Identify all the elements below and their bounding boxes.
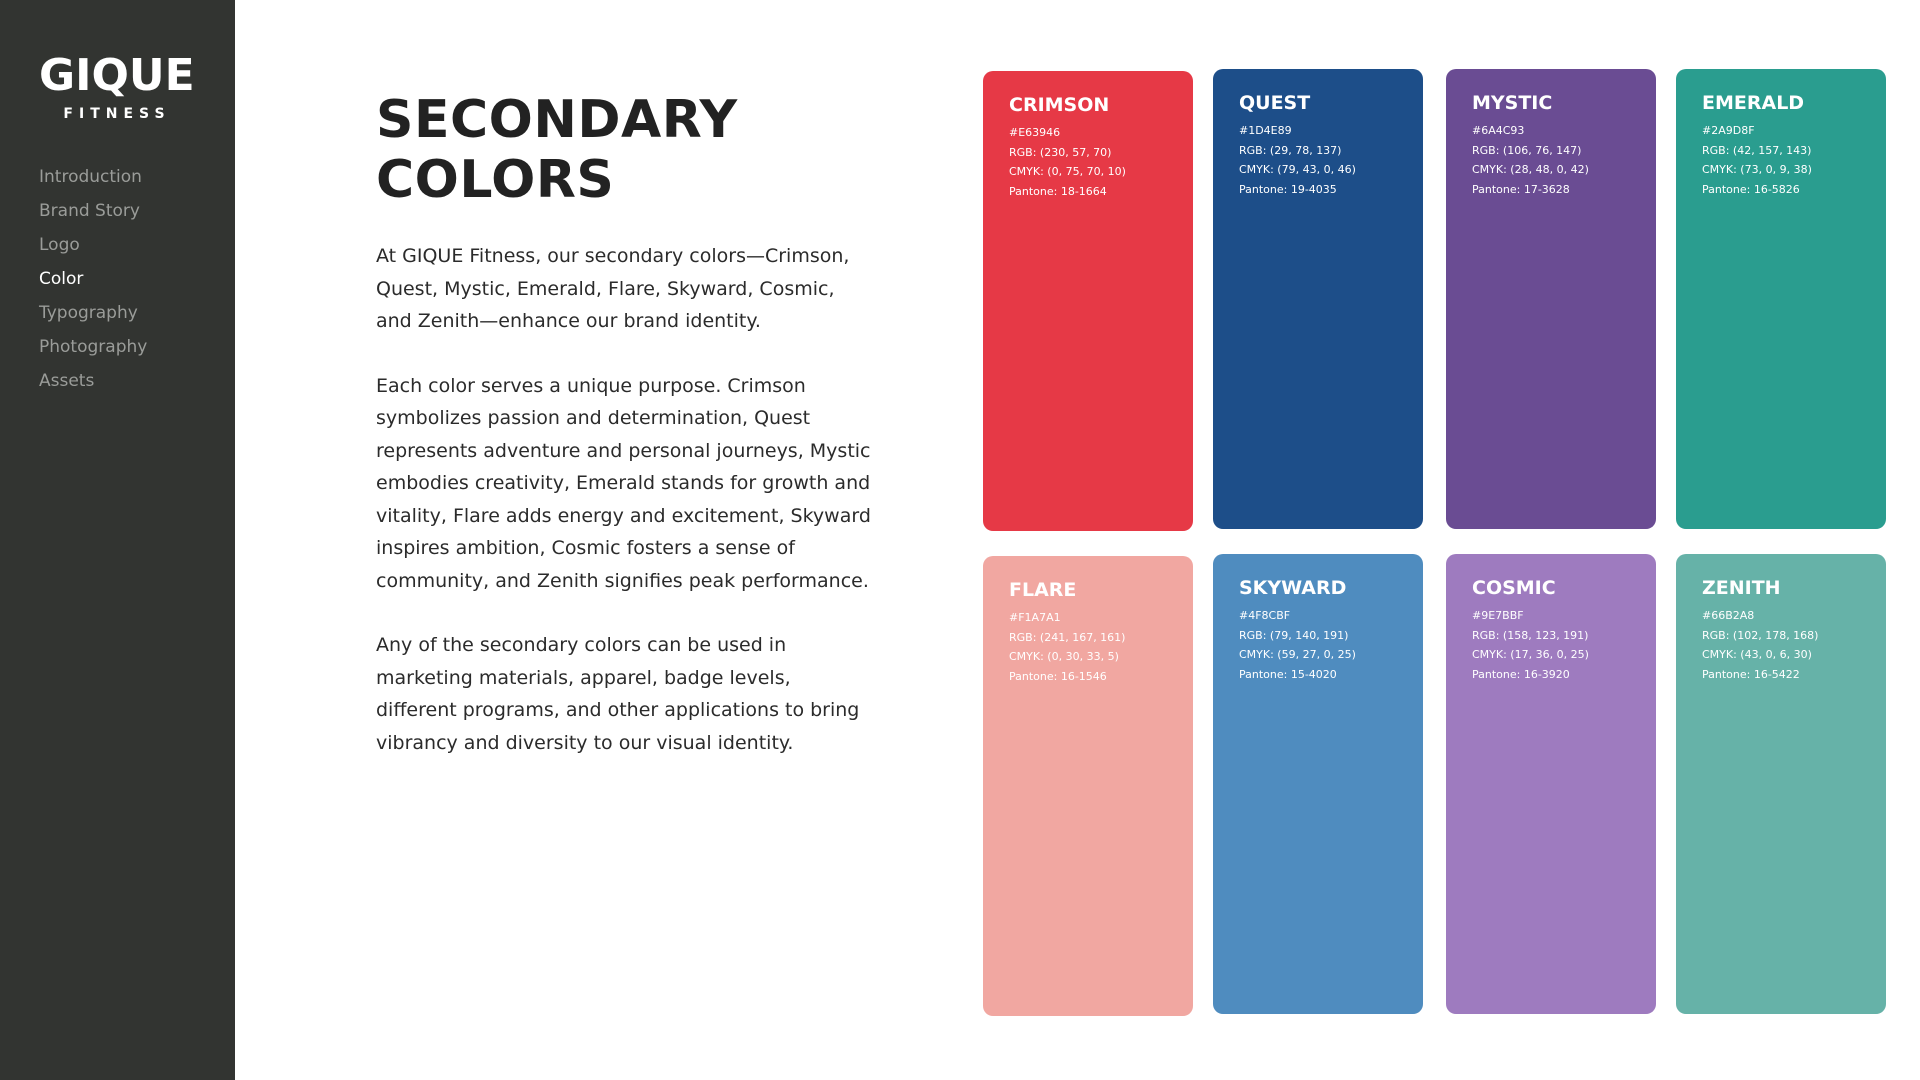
swatch-mystic: [1446, 69, 1656, 529]
nav-item-assets[interactable]: Assets: [39, 371, 95, 391]
nav-item-introduction[interactable]: Introduction: [39, 167, 142, 187]
page-title-line1: SECONDARY: [376, 90, 738, 150]
swatch-hex: #2A9D8F: [1702, 124, 1755, 137]
swatch-hex: #66B2A8: [1702, 609, 1755, 622]
page-title: [376, 90, 738, 210]
nav-item-color[interactable]: Color: [39, 269, 84, 289]
nav-item-typography[interactable]: Typography: [39, 303, 138, 323]
swatch-name: ZENITH: [1702, 577, 1781, 599]
swatch-rgb: RGB: (29, 78, 137): [1239, 143, 1342, 157]
logo-tagline: FITNESS: [63, 106, 171, 122]
swatch-pantone: Pantone: 16-3920: [1472, 667, 1570, 681]
swatch-cmyk: CMYK: (73, 0, 9, 38): [1702, 163, 1812, 176]
sidebar-nav: [39, 163, 147, 401]
swatch-cmyk: CMYK: (17, 36, 0, 25): [1472, 648, 1589, 661]
swatch-cmyk: CMYK: (0, 30, 33, 5): [1009, 650, 1119, 663]
swatch-rgb: RGB: (230, 57, 70): [1009, 145, 1112, 159]
swatch-name: EMERALD: [1702, 92, 1805, 114]
swatch-rgb: RGB: (106, 76, 147): [1472, 143, 1582, 157]
swatch-hex: #1D4E89: [1239, 124, 1292, 137]
swatch-cmyk: CMYK: (43, 0, 6, 30): [1702, 648, 1812, 661]
swatch-pantone: Pantone: 19-4035: [1239, 182, 1337, 196]
swatch-crimson: [983, 71, 1193, 531]
swatch-cosmic: [1446, 554, 1656, 1014]
swatch-skyward: [1213, 554, 1423, 1014]
swatch-pantone: Pantone: 16-1546: [1009, 669, 1107, 683]
swatch-cmyk: CMYK: (0, 75, 70, 10): [1009, 165, 1126, 178]
swatch-rgb: RGB: (241, 167, 161): [1009, 630, 1126, 644]
swatch-emerald: [1676, 69, 1886, 529]
swatch-flare: [983, 556, 1193, 1016]
body-paragraph: At GIQUE Fitness, our secondary colors—Crimson, Quest, Mystic, Emerald, Flare, Skyward, Cosmic, and Zenith—enhance our brand identity.: [376, 245, 850, 332]
nav-item-logo[interactable]: Logo: [39, 235, 80, 255]
body-paragraph: Each color serves a unique purpose. Crimson symbolizes passion and determination, Quest represents adventure and personal journeys, Mystic embodies creativity, Emerald stands for growth and vitality, Flare adds energy and excitement, Skyward inspires ambition, Cosmic fosters a sense of community, and Zenith signifies peak performance.: [376, 374, 871, 592]
swatch-hex: #F1A7A1: [1009, 611, 1061, 624]
swatch-name: COSMIC: [1472, 577, 1556, 599]
swatch-name: FLARE: [1009, 579, 1077, 601]
sidebar: [0, 0, 235, 1080]
page-body: [376, 240, 876, 791]
swatch-pantone: Pantone: 18-1664: [1009, 184, 1107, 198]
swatch-cmyk: CMYK: (79, 43, 0, 46): [1239, 163, 1356, 176]
swatch-rgb: RGB: (102, 178, 168): [1702, 628, 1819, 642]
swatch-hex: #4F8CBF: [1239, 609, 1291, 622]
swatch-hex: #9E7BBF: [1472, 609, 1524, 622]
swatch-quest: [1213, 69, 1423, 529]
swatch-name: QUEST: [1239, 92, 1311, 114]
swatch-hex: #6A4C93: [1472, 124, 1525, 137]
swatch-rgb: RGB: (79, 140, 191): [1239, 628, 1349, 642]
swatch-cmyk: CMYK: (59, 27, 0, 25): [1239, 648, 1356, 661]
body-paragraph: Any of the secondary colors can be used in marketing materials, apparel, badge levels, different programs, and other applications to bring vibrancy and diversity to our visual identity.: [376, 634, 860, 754]
swatch-pantone: Pantone: 17-3628: [1472, 182, 1570, 196]
swatch-cmyk: CMYK: (28, 48, 0, 42): [1472, 163, 1589, 176]
swatch-name: SKYWARD: [1239, 577, 1347, 599]
logo-wordmark: GIQUE: [39, 50, 195, 101]
nav-item-brand-story[interactable]: Brand Story: [39, 201, 140, 221]
swatch-pantone: Pantone: 16-5422: [1702, 667, 1800, 681]
swatch-rgb: RGB: (158, 123, 191): [1472, 628, 1589, 642]
swatch-pantone: Pantone: 16-5826: [1702, 182, 1800, 196]
swatch-name: CRIMSON: [1009, 94, 1110, 116]
swatch-name: MYSTIC: [1472, 92, 1553, 114]
brand-logo[interactable]: [39, 50, 195, 124]
nav-item-photography[interactable]: Photography: [39, 337, 148, 357]
swatch-rgb: RGB: (42, 157, 143): [1702, 143, 1812, 157]
swatch-zenith: [1676, 554, 1886, 1014]
page-title-line2: COLORS: [376, 150, 615, 210]
swatch-pantone: Pantone: 15-4020: [1239, 667, 1337, 681]
swatch-hex: #E63946: [1009, 126, 1061, 139]
